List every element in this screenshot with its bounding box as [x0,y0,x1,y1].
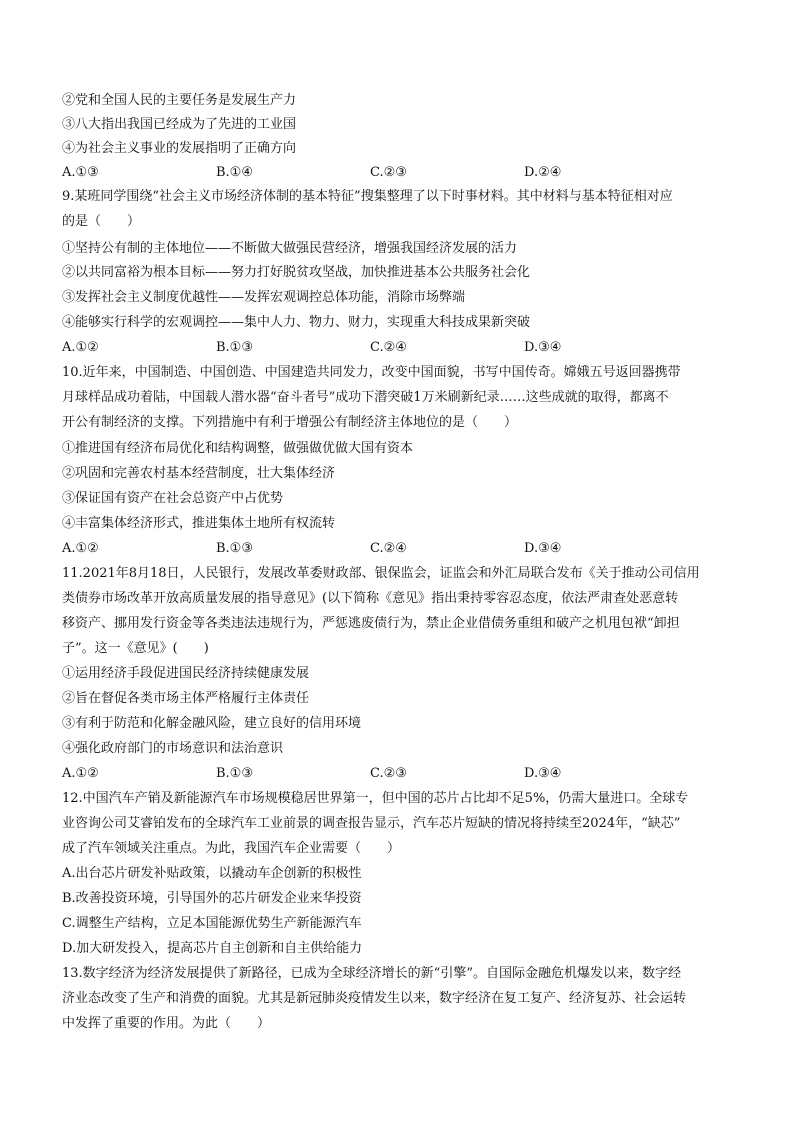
q11-option-b: B.①③ [216,766,253,781]
q9-option-a: A.①② [62,340,99,355]
q10-option-d: D.③④ [524,541,562,556]
q10-item-3: ③保证国有资产在社会总资产中占优势 [62,491,284,506]
q8-option-a: A.①③ [62,165,99,180]
q12-option-d: D.加大研发投入，提高芯片自主创新和自主供给能力 [62,941,363,956]
q11-stem-line-4: 子”。这一《意见》( ) [62,641,209,656]
q9-item-4: ④能够实行科学的宏观调控——集中人力、物力、财力，实现重大科技成果新突破 [62,315,531,330]
q10-option-a: A.①② [62,541,99,556]
q11-option-c: C.②③ [370,766,407,781]
q10-stem-line-1: 10.近年来，中国制造、中国创造、中国建造共同发力，改变中国面貌，书写中国传奇。嫦娥五号返回器携带 [62,365,681,380]
q11-stem-line-1: 11.2021年8月18日，人民银行，发展改革委财政部、银保监会，证监会和外汇局联合发布《关于推动公司信用 [62,566,700,581]
q11-stem-line-3: 移资产、挪用发行资金等各类违法违规行为，严惩逃废债行为，禁止企业借债务重组和破产之机甩包袱“卸担 [62,616,680,631]
q9-item-2: ②以共同富裕为根本目标——努力打好脱贫攻坚战，加快推进基本公共服务社会化 [62,265,531,280]
q9-item-1: ①坚持公有制的主体地位——不断做大做强民营经济，增强我国经济发展的活力 [62,241,518,256]
q11-option-a: A.①② [62,766,99,781]
q11-option-d: D.③④ [524,766,562,781]
q9-option-d: D.③④ [524,340,562,355]
q12-option-c: C.调整生产结构，立足本国能源优势生产新能源汽车 [62,916,362,931]
q10-item-4: ④丰富集体经济形式，推进集体土地所有权流转 [62,516,336,531]
q9-item-3: ③发挥社会主义制度优越性——发挥宏观调控总体功能，消除市场弊端 [62,290,466,305]
q8-item-3: ③八大指出我国已经成为了先进的工业国 [62,117,297,132]
q12-stem-line-2: 业咨询公司艾睿铂发布的全球汽车工业前景的调查报告显示，汽车芯片短缺的情况将持续至2024年，“缺芯” [62,816,681,831]
q10-option-c: C.②④ [370,541,407,556]
q12-stem-line-3: 成了汽车领域关注重点。为此，我国汽车企业需要（ ） [62,841,401,856]
q9-option-c: C.②④ [370,340,407,355]
q10-item-1: ①推进国有经济布局优化和结构调整，做强做优做大国有资本 [62,441,414,456]
q11-item-1: ①运用经济手段促进国民经济持续健康发展 [62,666,310,681]
q8-option-d: D.②④ [524,165,562,180]
q8-option-b: B.①④ [216,165,253,180]
q11-stem-line-2: 类债券市场改革开放高质量发展的指导意见》(以下简称《意见》指出秉持零容忍态度，依法严肃查处恶意转 [62,591,679,606]
q11-item-4: ④强化政府部门的市场意识和法治意识 [62,741,284,756]
q13-stem-line-3: 中发挥了重要的作用。为此（ ） [62,1016,271,1031]
q11-item-2: ②旨在督促各类市场主体严格履行主体责任 [62,691,310,706]
q8-item-4: ④为社会主义事业的发展指明了正确方向 [62,141,297,156]
q10-stem-line-2: 月球样品成功着陆，中国载人潜水器“奋斗者号”成功下潜突破1万米刷新纪录……这些成就的取得，都离不 [62,390,669,405]
q12-option-a: A.出台芯片研发补贴政策，以撬动车企创新的积极性 [62,866,362,881]
q10-stem-line-3: 开公有制经济的支撑。下列措施中有利于增强公有制经济主体地位的是（ ） [62,415,518,430]
q11-item-3: ③有利于防范和化解金融风险，建立良好的信用环境 [62,716,362,731]
q12-option-b: B.改善投资环境，引导国外的芯片研发企业来华投资 [62,891,362,906]
q8-option-c: C.②③ [370,165,407,180]
q13-stem-line-1: 13.数字经济为经济发展提供了新路径，已成为全球经济增长的新“引擎”。自国际金融危机爆发以来，数字经 [62,966,681,981]
q9-stem-line-2: 的是（ ） [62,214,141,229]
q8-item-2: ②党和全国人民的主要任务是发展生产力 [62,93,297,108]
q9-stem-line-1: 9.某班同学围绕“社会主义市场经济体制的基本特征”搜集整理了以下时事材料。其中材料与基本特征相对应 [62,189,673,204]
q10-option-b: B.①③ [216,541,253,556]
q10-item-2: ②巩固和完善农村基本经营制度，壮大集体经济 [62,466,336,481]
q9-option-b: B.①③ [216,340,253,355]
q12-stem-line-1: 12.中国汽车产销及新能源汽车市场规模稳居世界第一，但中国的芯片占比却不足5%，仍需大量进口。全球专 [62,791,689,806]
q13-stem-line-2: 济业态改变了生产和消费的面貌。尤其是新冠肺炎疫情发生以来，数字经济在复工复产、经济复苏、社会运转 [62,991,687,1006]
